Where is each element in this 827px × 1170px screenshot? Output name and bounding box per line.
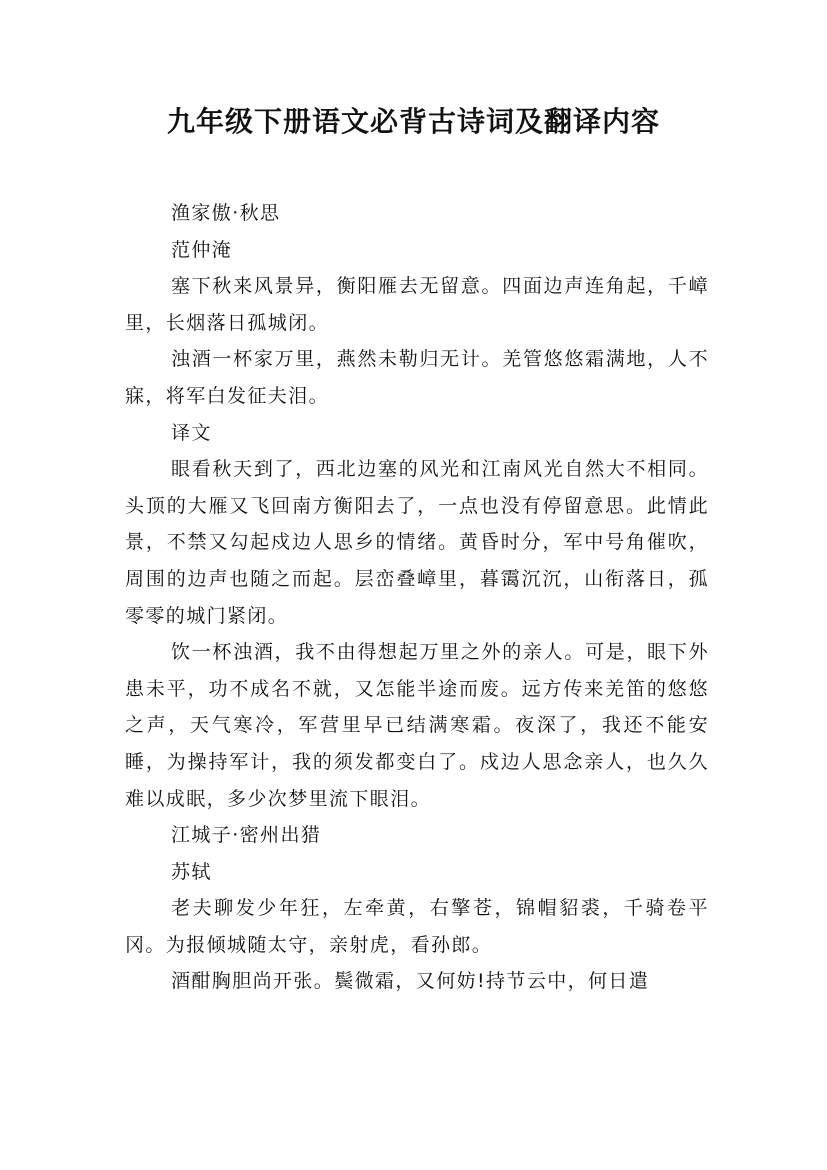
poem-title: 渔家傲·秋思 — [171, 202, 281, 224]
document-body — [125, 195, 709, 1000]
poem-stanza: 老夫聊发少年狂，左牵黄，右擎苍，锦帽貂裘，千骑卷平冈。为报倾城随太守，亲射虎，看孙郎。 — [125, 897, 709, 956]
poem-author: 苏轼 — [171, 860, 212, 883]
poem-stanza: 浊酒一杯家万里，燕然未勒归无计。羌管悠悠霜满地，人不寐，将军白发征夫泪。 — [125, 348, 709, 407]
document-title: 九年级下册语文必背古诗词及翻译内容 — [166, 105, 660, 138]
poem-stanza: 酒酣胸胆尚开张。鬓微霜，又何妨!持节云中，何日遣 — [171, 970, 650, 993]
poem-stanza: 塞下秋来风景异，衡阳雁去无留意。四面边声连角起，千嶂里，长烟落日孤城闭。 — [125, 275, 709, 334]
translation-heading: 译文 — [171, 421, 212, 444]
poem-author: 范仲淹 — [171, 238, 233, 261]
poem-title: 江城子·密州出猎 — [171, 824, 322, 847]
translation-paragraph: 眼看秋天到了，西北边塞的风光和江南风光自然大不相同。头顶的大雁又飞回南方衡阳去了，一点也没有停留意思。此情此景，不禁又勾起戍边人思乡的情绪。黄昏时分，军中号角催吹，周围的边声也随之而起。层峦叠嶂里，暮霭沉沉，山衔落日，孤零零的城门紧闭。 — [125, 458, 709, 627]
translation-paragraph: 饮一杯浊酒，我不由得想起万里之外的亲人。可是，眼下外患未平，功不成名不就，又怎能半途而废。远方传来羌笛的悠悠之声，天气寒冷，军营里早已结满寒霜。夜深了，我还不能安睡，为操持军计，我的须发都变白了。戍边人思念亲人，也久久难以成眠，多少次梦里流下眼泪。 — [125, 641, 709, 810]
